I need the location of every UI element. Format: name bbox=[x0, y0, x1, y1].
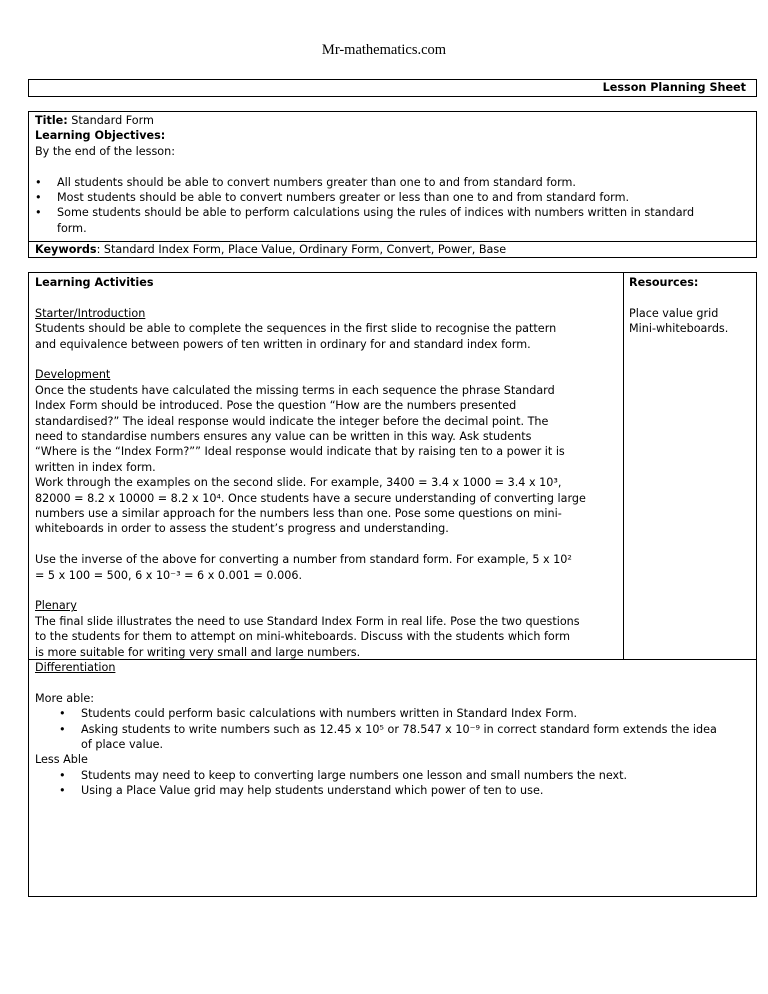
text-line: need to standardise numbers ensures any value can be written in this way. Ask students bbox=[35, 430, 532, 444]
sheet-label: Lesson Planning Sheet bbox=[602, 81, 746, 94]
less-able-label: Less Able bbox=[35, 753, 88, 767]
text-line: Index Form should be introduced. Pose the question “How are the numbers presented bbox=[35, 399, 517, 413]
objectives-heading: Learning Objectives: bbox=[35, 129, 166, 143]
text-line: = 5 x 100 = 500, 6 x 10⁻³ = 6 x 0.001 = 0.006. bbox=[35, 568, 302, 582]
development-heading: Development bbox=[35, 368, 111, 382]
text-line: Once the students have calculated the missing terms in each sequence the phrase Standard bbox=[35, 383, 555, 397]
objectives-intro: By the end of the lesson: bbox=[35, 144, 176, 158]
site-name: Mr-mathematics.com bbox=[321, 42, 447, 58]
resource-item: Place value grid bbox=[629, 306, 719, 320]
objective-item: • All students should be able to convert numbers greater than one to and from standard form. bbox=[35, 175, 694, 190]
more-able-item-cont: of place value. bbox=[81, 738, 164, 752]
less-able-item: • Students may need to keep to converting large numbers one lesson and small numbers the next. bbox=[35, 768, 717, 783]
starter-heading: Starter/Introduction bbox=[35, 306, 146, 320]
text-line: to the students for them to attempt on mini-whiteboards. Discuss with the students which form bbox=[35, 630, 571, 644]
objective-item-cont: form. bbox=[57, 221, 87, 235]
text-line: Use the inverse of the above for converting a number from standard form. For example, 5 x 10² bbox=[35, 553, 572, 567]
less-able-item: • Using a Place Value grid may help students understand which power of ten to use. bbox=[35, 783, 717, 798]
resource-item: Mini-whiteboards. bbox=[629, 322, 729, 336]
text-line: numbers use a similar approach for the numbers less than one. Pose some questions on mini- bbox=[35, 507, 562, 521]
text-line: 82000 = 8.2 x 10000 = 8.2 x 10⁴. Once students have a secure understanding of converting large bbox=[35, 491, 586, 505]
text-line: The final slide illustrates the need to use Standard Index Form in real life. Pose the two questions bbox=[35, 614, 580, 628]
objectives-box bbox=[28, 111, 757, 258]
differentiation-heading: Differentiation bbox=[35, 661, 116, 674]
activities-heading: Learning Activities bbox=[35, 276, 154, 289]
text-line: is more suitable for writing very small and large numbers. bbox=[35, 645, 361, 659]
text-line: Work through the examples on the second slide. For example, 3400 = 3.4 x 1000 = 3.4 x 10³, bbox=[35, 476, 562, 490]
objective-item: • Most students should be able to convert numbers greater or less than one to and from standard form. bbox=[35, 190, 694, 205]
objective-item: • Some students should be able to perform calculations using the rules of indices with numbers written in standard bbox=[35, 205, 694, 220]
text-line: whiteboards in order to assess the student’s progress and understanding. bbox=[35, 522, 449, 536]
activities-box bbox=[28, 272, 757, 897]
sheet-header bbox=[28, 79, 757, 97]
text-line: “Where is the “Index Form?”” Ideal response would indicate that by raising ten to a power it is bbox=[35, 445, 565, 459]
text-line: and equivalence between powers of ten written in ordinary for and standard index form. bbox=[35, 337, 531, 351]
more-able-item: • Asking students to write numbers such as 12.45 x 10⁵ or 78.547 x 10⁻⁹ in correct standard form extends the idea bbox=[35, 722, 717, 737]
plenary-heading: Plenary bbox=[35, 599, 77, 613]
lesson-title: Title: Standard Form bbox=[35, 114, 154, 127]
text-line: written in index form. bbox=[35, 460, 156, 474]
more-able-label: More able: bbox=[35, 691, 95, 705]
resources-heading: Resources: bbox=[629, 276, 699, 289]
text-line: Students should be able to complete the sequences in the first slide to recognise the pattern bbox=[35, 322, 557, 336]
more-able-item: • Students could perform basic calculations with numbers written in Standard Index Form. bbox=[35, 706, 717, 721]
keywords-row: Keywords: Standard Index Form, Place Value, Ordinary Form, Convert, Power, Base bbox=[29, 241, 756, 259]
text-line: standardised?” The ideal response would indicate the integer before the decimal point. The bbox=[35, 414, 549, 428]
